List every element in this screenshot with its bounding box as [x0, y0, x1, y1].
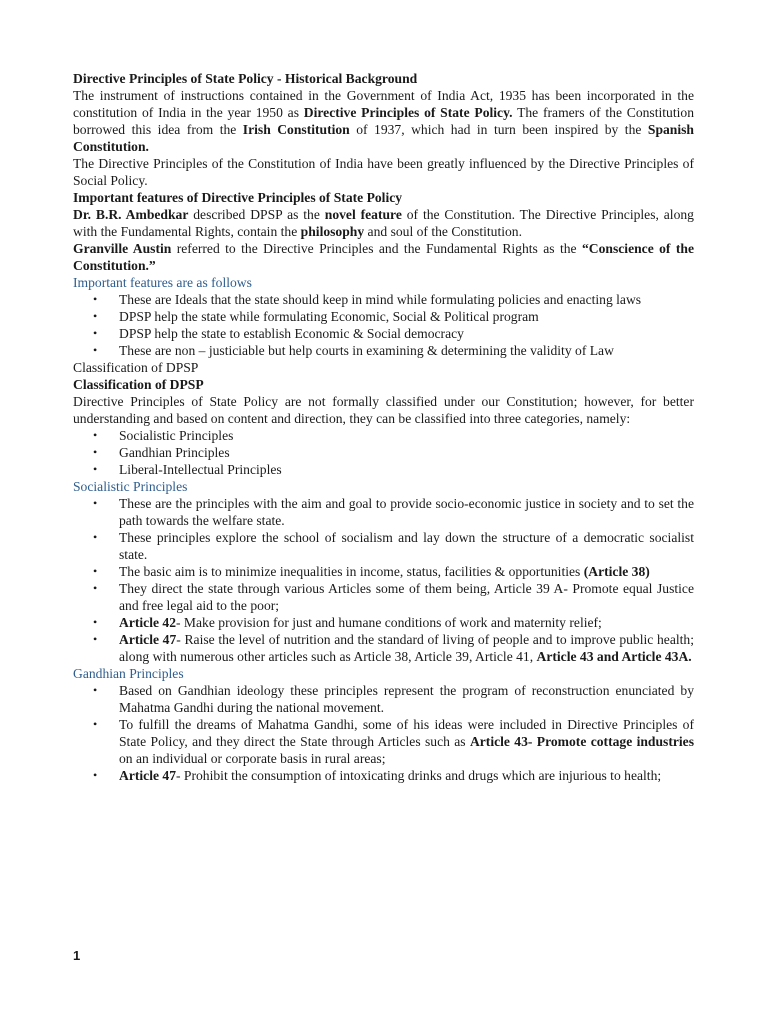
- list-item: [73, 529, 694, 563]
- text-run: Important features are as follows: [73, 275, 252, 290]
- text-run: The basic aim is to minimize inequalities in income, status, facilities & opportunities: [119, 564, 584, 579]
- subsection-heading: [73, 478, 694, 495]
- list-item: [73, 767, 694, 784]
- text-run: - Make provision for just and humane conditions of work and maternity relief;: [176, 615, 602, 630]
- paragraph: [73, 87, 694, 155]
- text-run: DPSP help the state to establish Economic & Social democracy: [119, 326, 464, 341]
- list-item: [73, 342, 694, 359]
- subsection-heading: [73, 274, 694, 291]
- document-body: [73, 70, 694, 784]
- bold-text: Dr. B.R. Ambedkar: [73, 207, 189, 222]
- bullet-list: [73, 291, 694, 359]
- bullet-list: [73, 682, 694, 784]
- text-run: Socialistic Principles: [73, 479, 188, 494]
- text-run: Important features of Directive Principles of State Policy: [73, 190, 403, 205]
- paragraph: [73, 240, 694, 274]
- text-run: These are the principles with the aim and goal to provide socio-economic justice in society and to set the path towards the welfare state.: [119, 496, 694, 528]
- bold-text: novel feature: [324, 207, 402, 222]
- list-item: [73, 427, 694, 444]
- text-run: Directive Principles of State Policy are not formally classified under our Constitution; however, for better understanding and based on content and direction, they can be classified into three categories, namely:: [73, 394, 694, 426]
- text-run: - Raise the level of nutrition and the standard of living of people and to improve public health; along with numerous other articles such as Article 38, Article 39, Article 41,: [119, 632, 694, 664]
- text-run: The framers of the Constitution borrowed this idea from the: [73, 105, 694, 137]
- text-run: The instrument of instructions contained in the Government of India Act, 1935 has been incorporated in the constitution of India in the year 1950 as: [73, 88, 694, 120]
- paragraph: [73, 206, 694, 240]
- text-run: These principles explore the school of socialism and lay down the structure of a democratic socialist state.: [119, 530, 694, 562]
- text-run: Based on Gandhian ideology these principles represent the program of reconstruction enunciated by Mahatma Gandhi during the national movement.: [119, 683, 694, 715]
- paragraph: [73, 393, 694, 427]
- text-run: These are non – justiciable but help courts in examining & determining the validity of Law: [119, 343, 614, 358]
- list-item: [73, 614, 694, 631]
- section-heading: [73, 376, 694, 393]
- bold-text: “Conscience of the Constitution.”: [73, 241, 694, 273]
- text-run: of 1937, which had in turn been inspired by the: [349, 122, 648, 137]
- bold-text: Granville Austin: [73, 241, 172, 256]
- text-run: Gandhian Principles: [119, 445, 230, 460]
- list-item: [73, 308, 694, 325]
- list-item: [73, 716, 694, 767]
- text-run: These are Ideals that the state should keep in mind while formulating policies and enacting laws: [119, 292, 642, 307]
- subsection-heading: [73, 665, 694, 682]
- bold-text: Directive Principles of State Policy.: [303, 105, 513, 120]
- text-run: referred to the Directive Principles and the Fundamental Rights as the: [171, 241, 582, 256]
- paragraph: [73, 359, 694, 376]
- text-run: on an individual or corporate basis in rural areas;: [119, 751, 386, 766]
- list-item: [73, 563, 694, 580]
- list-item: [73, 461, 694, 478]
- bold-text: (Article 38): [583, 564, 650, 579]
- text-run: described DPSP as the: [188, 207, 325, 222]
- bold-text: philosophy: [300, 224, 365, 239]
- text-run: The Directive Principles of the Constitution of India have been greatly influenced by the Directive Principles of Social Policy.: [73, 156, 694, 188]
- list-item: [73, 291, 694, 308]
- paragraph: [73, 155, 694, 189]
- text-run: of the Constitution. The Directive Principles, along with the Fundamental Rights, contain the: [73, 207, 694, 239]
- text-run: To fulfill the dreams of Mahatma Gandhi, some of his ideas were included in Directive Principles of State Policy, and they direct the State through Articles such as: [119, 717, 694, 749]
- list-item: [73, 444, 694, 461]
- bold-text: Article 43 and Article 43A.: [536, 649, 692, 664]
- text-run: - Prohibit the consumption of intoxicating drinks and drugs which are injurious to health;: [176, 768, 662, 783]
- page-number: 1: [73, 948, 81, 963]
- text-run: and soul of the Constitution.: [364, 224, 522, 239]
- bullet-list: [73, 495, 694, 665]
- text-run: Socialistic Principles: [119, 428, 234, 443]
- bullet-list: [73, 427, 694, 478]
- list-item: [73, 580, 694, 614]
- list-item: [73, 682, 694, 716]
- text-run: Liberal-Intellectual Principles: [119, 462, 282, 477]
- list-item: [73, 325, 694, 342]
- bold-text: Article 47: [119, 632, 177, 647]
- text-run: Directive Principles of State Policy - Historical Background: [73, 71, 418, 86]
- section-heading: [73, 70, 694, 87]
- text-run: Gandhian Principles: [73, 666, 184, 681]
- list-item: [73, 631, 694, 665]
- bold-text: Article 42: [119, 615, 176, 630]
- text-run: They direct the state through various Articles some of them being, Article 39 A- Promote equal Justice and free legal aid to the poor;: [119, 581, 694, 613]
- text-run: Classification of DPSP: [73, 377, 204, 392]
- list-item: [73, 495, 694, 529]
- bold-text: Irish Constitution: [242, 122, 350, 137]
- text-run: DPSP help the state while formulating Economic, Social & Political program: [119, 309, 539, 324]
- section-heading: [73, 189, 694, 206]
- bold-text: Article 43- Promote cottage industries: [469, 734, 694, 749]
- text-run: Classification of DPSP: [73, 360, 199, 375]
- bold-text: Article 47: [119, 768, 176, 783]
- bold-text: Spanish Constitution.: [73, 122, 694, 154]
